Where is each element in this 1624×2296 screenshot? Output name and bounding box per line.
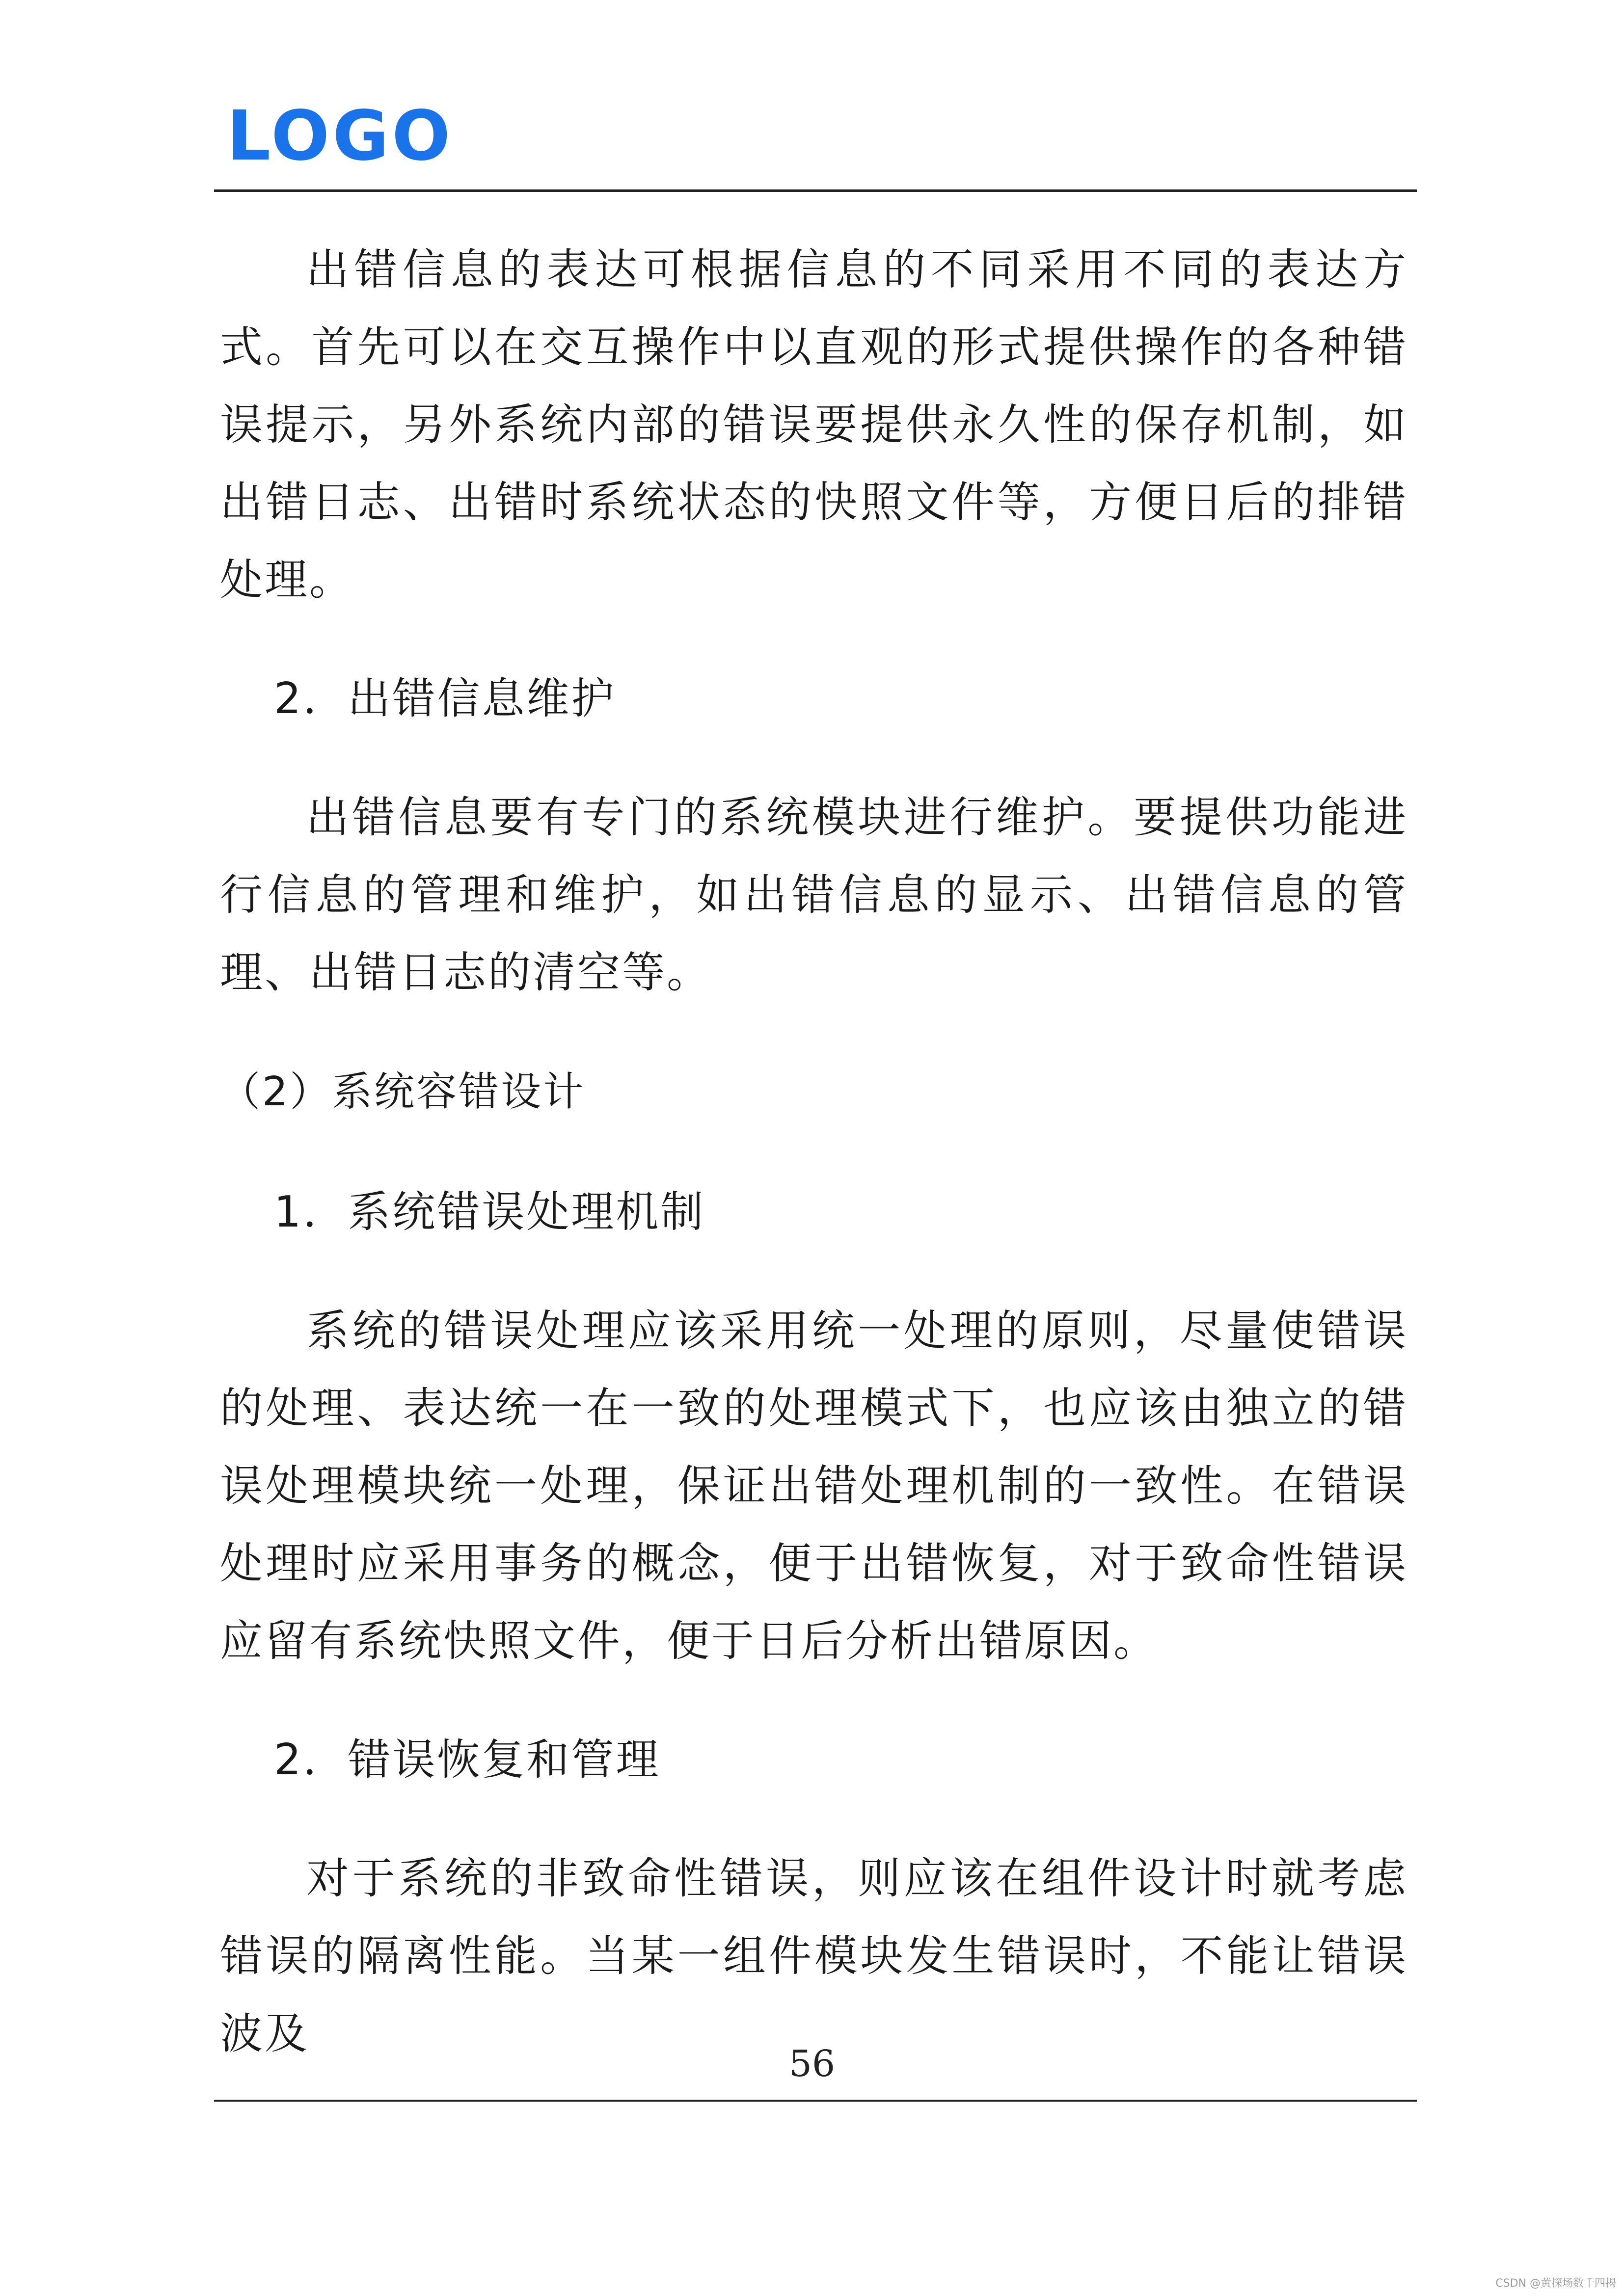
page-number: 56 [788,2043,836,2085]
footer-divider [214,2100,1417,2102]
document-body [220,231,1408,2072]
paragraph-error-info-maintenance: 出错信息要有专门的系统模块进行维护。要提供功能进行信息的管理和维护，如出错信息的显示、出错信息的管理、出错日志的清空等。 [220,792,1408,997]
logo: LOGO [227,96,454,176]
paragraph-error-handling-mechanism: 系统的错误处理应该采用统一处理的原则，尽量使错误的处理、表达统一在一致的处理模式下，也应该由独立的错误处理模块统一处理，保证出错处理机制的一致性。在错误处理时应采用事务的概念，便于出错恢复，对于致命性错误应留有系统快照文件，便于日后分析出错原因。 [220,1306,1408,1666]
paragraph-error-recovery-management: 对于系统的非致命性错误，则应该在组件设计时就考虑错误的隔离性能。当某一组件模块发生错误时，不能让错误波及 [220,1853,1408,2058]
watermark: CSDN @黄探场数千四揭 [1495,2277,1616,2290]
heading-error-recovery-management: 2．错误恢复和管理 [274,1735,661,1785]
subsection-fault-tolerance-design: （2）系统容错设计 [220,1068,586,1115]
heading-error-info-maintenance: 2．出错信息维护 [274,673,616,723]
heading-error-handling-mechanism: 1．系统错误处理机制 [274,1187,705,1237]
header-divider [214,189,1417,192]
paragraph-error-message-expression: 出错信息的表达可根据信息的不同采用不同的表达方式。首先可以在交互操作中以直观的形式提供操作的各种错误提示，另外系统内部的错误要提供永久性的保存机制，如出错日志、出错时系统状态的快照文件等，方便日后的排错处理。 [220,244,1408,605]
